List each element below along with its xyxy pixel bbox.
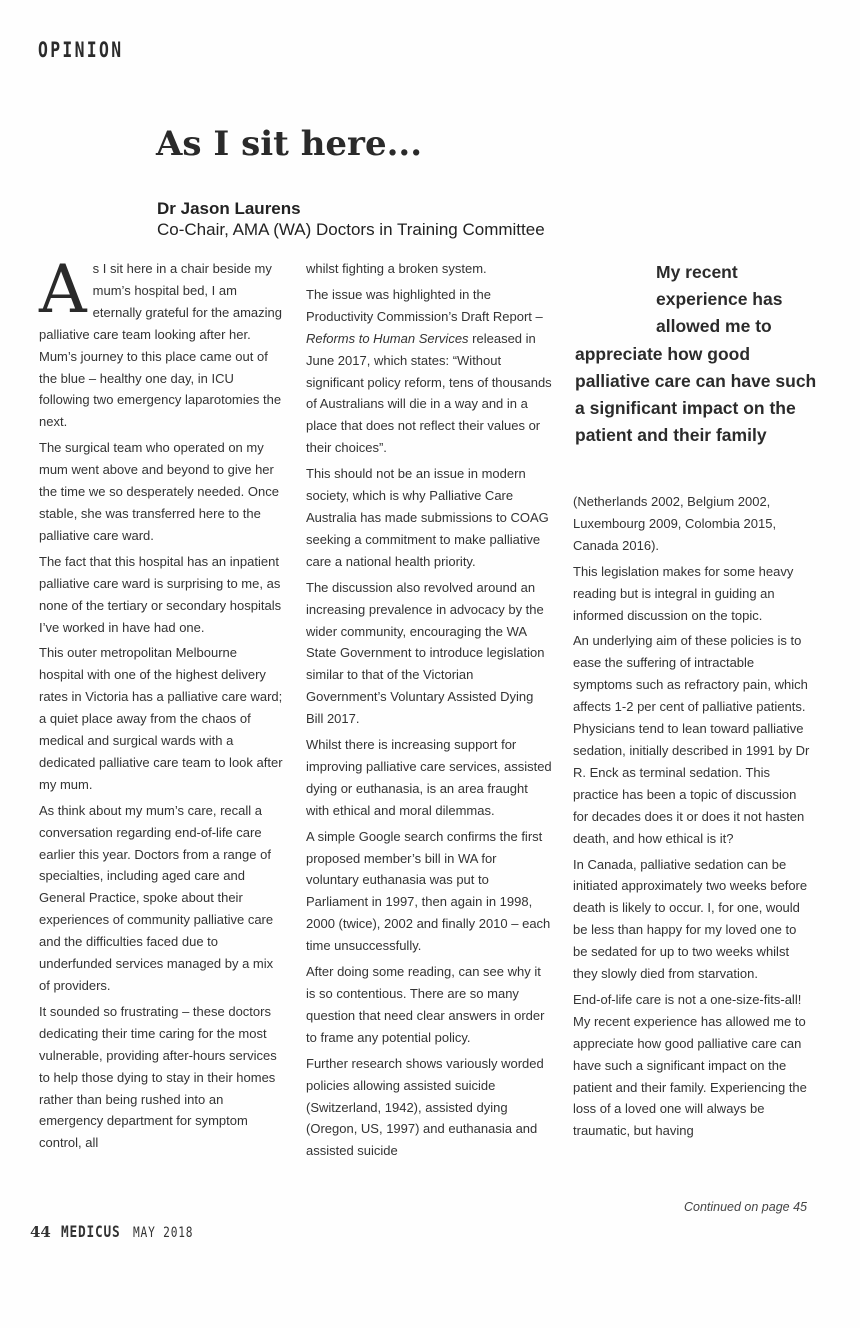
paragraph: This outer metropolitan Melbourne hospital with one of the highest delivery rates in Victoria has a palliative care ward; a quiet place away from the chaos of medical and surgical wards with a dedicated palliative care team to look after my mum. [39, 645, 283, 792]
paragraph: This should not be an issue in modern society, which is why Palliative Care Australia has made submissions to COAG seeking a commitment to make palliative care a national health priority. [306, 466, 549, 569]
pull-quote-line: My recent [656, 262, 738, 282]
paragraph-text: s I sit here in a chair beside my mum’s hospital bed, I am eternally grateful for the amazing palliative care team looking after her. Mum’s journey to this place came out of the blue – healthy one day, in ICU following two emergency laparotomies the next. [39, 261, 282, 430]
paragraph: A simple Google search confirms the first proposed member’s bill in WA for voluntary euthanasia was put to Parliament in 1997, then again in 1998, 2000 (twice), 2002 and finally 2010 – each time unsuccessfully. [306, 828, 551, 954]
pull-quote-line: patient and their family [575, 425, 767, 446]
continued-note: Continued on page 45 [683, 1200, 807, 1214]
paragraph-text: The issue was highlighted in the Productivity Commission’s Draft Report – [306, 286, 543, 324]
paragraph: The fact that this hospital has an inpatient palliative care ward is surprising to me, as none of the tertiary or secondary hospitals I’ve worked in have had one. [39, 553, 282, 635]
author-name: Dr Jason Laurens [157, 199, 301, 218]
paragraph: End-of-life care is not a one-size-fits-all! My recent experience has allowed me to appreciate how good palliative care can have such a significant impact on the patient and their family. Experiencing the loss of a loved one will always be traumatic, but having [573, 991, 807, 1139]
paragraph: The discussion also revolved around an increasing prevalence in advocacy by the wider community, encouraging the WA State Government to introduce legislation similar to that of the Victorian Government’s Voluntary Assisted Dying Bill 2017. [306, 579, 545, 727]
page-number: 44 [30, 1223, 51, 1241]
issue-date: MAY 2018 [133, 1225, 194, 1241]
pull-quote-line: palliative care can have such [575, 370, 817, 391]
paragraph-text: released in June 2017, which states: “Without significant policy reform, tens of thousands of Australians will die in a way and in a place that does not reflect their values or their choices”. [306, 330, 552, 456]
article-column-2 [306, 258, 552, 1166]
article-headline: As I sit here... [156, 124, 423, 164]
paragraph: An underlying aim of these policies is to ease the suffering of intractable symptoms such as refractory pain, which affects 1-2 per cent of palliative patients. Physicians tend to lean toward palliative sedation, initially described in 1991 by Dr R. Enck as terminal sedation. This practice has been a topic of discussion for decades does it or does it not hasten death, and how ethical is it? [573, 633, 810, 846]
drop-cap: A [39, 251, 87, 328]
pull-quote-line: allowed me to [656, 316, 772, 337]
pull-quote [575, 259, 845, 449]
section-label: OPINION [38, 38, 124, 62]
paragraph [306, 284, 552, 459]
paragraph: After doing some reading, can see why it is so contentious. There are so many question that need clear answers in order to frame any potential policy. [306, 964, 545, 1045]
paragraph: This legislation makes for some heavy reading but is integral in guiding an informed discussion on the topic. [573, 563, 794, 623]
paragraph [39, 251, 285, 433]
author-role: Co-Chair, AMA (WA) Doctors in Training Committee [157, 220, 545, 239]
pull-quote-line: a significant impact on the [575, 398, 796, 419]
article-column-1 [39, 251, 285, 1158]
pull-quote-line: experience has [656, 289, 783, 310]
paragraph: It sounded so frustrating – these doctors dedicating their time caring for the most vulnerable, providing after-hours services to help those dying to stay in their homes rather than being rushed into an emergency department for symptom control, all [39, 1003, 277, 1151]
article-column-3 [573, 491, 813, 1146]
paragraph: (Netherlands 2002, Belgium 2002, Luxembourg 2009, Colombia 2015, Canada 2016). [573, 494, 777, 553]
paragraph: Whilst there is increasing support for improving palliative care services, assisted dying or euthanasia, is an area fraught with ethical and moral dilemmas. [306, 737, 552, 818]
magazine-name: MEDICUS [60, 1222, 121, 1241]
paragraph: Further research shows variously worded policies allowing assisted suicide (Switzerland, 1942), assisted dying (Oregon, US, 1997) and euthanasia and assisted suicide [306, 1055, 544, 1159]
paragraph: The surgical team who operated on my mum went above and beyond to give her the time we so desperately needed. Once stable, she was transferred here to the palliative care ward. [39, 440, 279, 543]
paragraph: As think about my mum’s care, recall a conversation regarding end-of-life care earlier this year. Doctors from a range of specialties, including aged care and General Practice, spoke about their experiences of community palliative care and the difficulties faced due to underfunded services managed by a mix of providers. [39, 802, 274, 993]
pull-quote-line: appreciate how good [575, 343, 751, 364]
paragraph: whilst fighting a broken system. [306, 261, 487, 276]
report-title: Reforms to Human Services [306, 330, 469, 346]
paragraph: In Canada, palliative sedation can be initiated approximately two weeks before death is likely to occur. I, for one, would be less than happy for my loved one to be sedated for up to two weeks whilst they slowly died from starvation. [573, 856, 808, 982]
page-footer [30, 1222, 209, 1241]
